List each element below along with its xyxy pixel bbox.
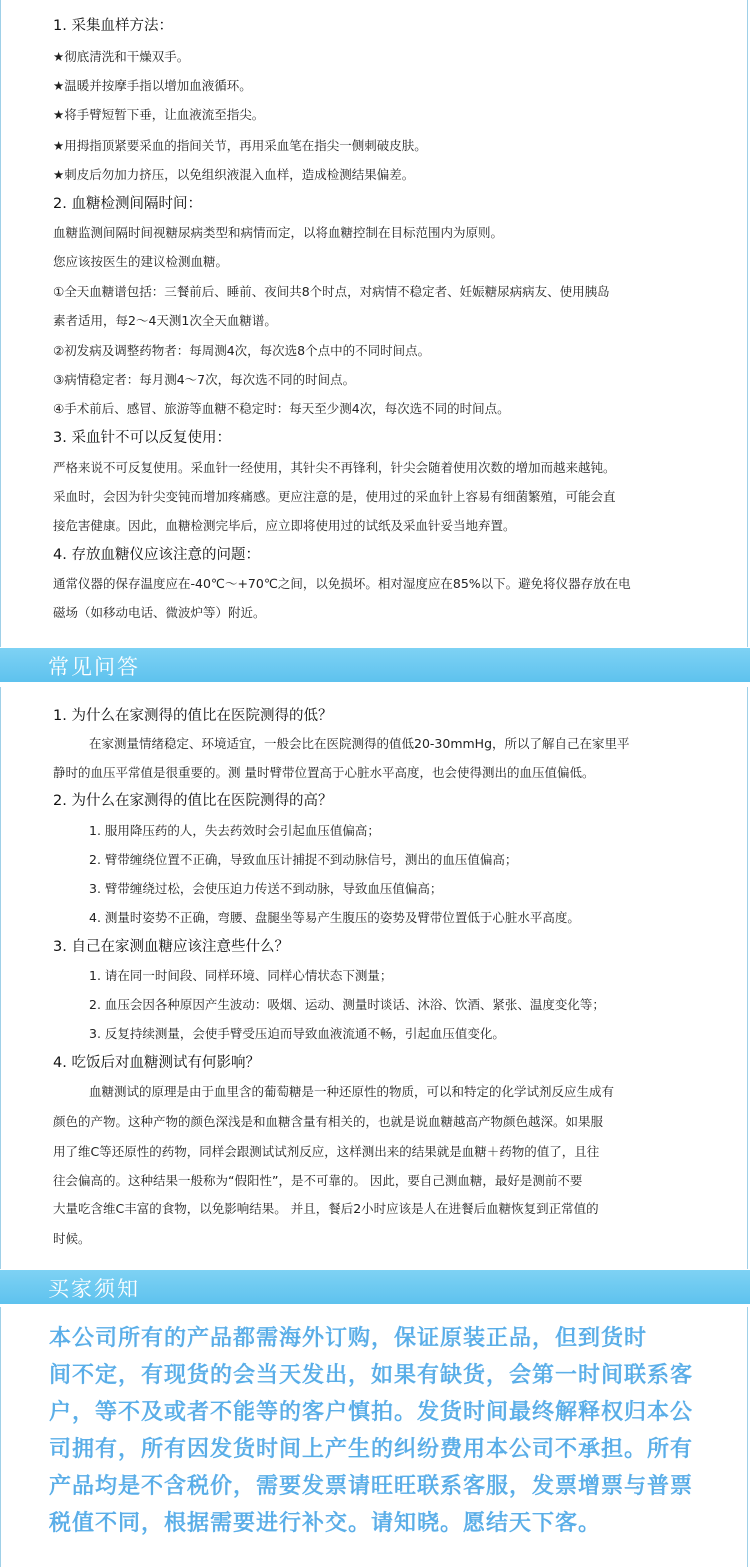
text-line: ★温暖并按摩手指以增加血液循环。	[53, 78, 252, 93]
text-line: ★刺皮后勿加力挤压，以免组织液混入血样，造成检测结果偏差。	[53, 167, 415, 182]
text-line: 您应该按医生的建议检测血糖。	[53, 254, 229, 269]
text-line: 1. 服用降压药的人，失去药效时会引起血压值偏高；	[89, 823, 380, 838]
notice-panel	[0, 1307, 748, 1567]
faq-question-1: 1. 为什么在家测得的值比在医院测得的低？	[53, 708, 333, 724]
text-line: 用了维C等还原性的药物，同样会跟测试试剂反应，这样测出来的结果就是血糖＋药物的值了，且往	[53, 1144, 600, 1159]
faq-panel	[0, 687, 748, 1269]
text-line: 2. 血压会因各种原因产生波动：吸烟、运动、测量时谈话、沐浴、饮酒、紧张、温度变化等；	[89, 997, 605, 1012]
text-line: ④手术前后、感冒、旅游等血糖不稳定时：每天至少测4次，每次选不同的时间点。	[53, 401, 510, 416]
text-line: ★用拇指顶紧要采血的指间关节，再用采血笔在指尖一侧刺破皮肤。	[53, 138, 427, 153]
notice-line: 本公司所有的产品都需海外订购，保证原装正品，但到货时	[49, 1326, 648, 1351]
text-line: 1. 请在同一时间段、同样环境、同样心情状态下测量；	[89, 968, 393, 983]
text-line: 3. 臂带缠绕过松，会使压迫力传送不到动脉，导致血压值偏高；	[89, 881, 443, 896]
text-line: 往会偏高的。这种结果一般称为“假阳性”，是不可靠的。 因此，要自己测血糖，最好是测前不要	[53, 1173, 583, 1188]
text-line: 2. 臂带缠绕位置不正确，导致血压计捕捉不到动脉信号，测出的血压值偏高；	[89, 852, 518, 867]
notice-line: 户，等不及或者不能等的客户慎拍。发货时间最终解释权归本公	[49, 1400, 694, 1425]
text-line: 时候。	[53, 1231, 91, 1246]
text-line: 4. 测量时姿势不正确，弯腰、盘腿坐等易产生腹压的姿势及臂带位置低于心脏水平高度。	[89, 910, 580, 925]
heading-lancet-reuse: 3. 采血针不可以反复使用：	[53, 430, 231, 446]
text-line: 血糖测试的原理是由于血里含的葡萄糖是一种还原性的物质，可以和特定的化学试剂反应生成有	[89, 1084, 615, 1099]
text-line: 静时的血压平常值是很重要的。测 量时臂带位置高于心脏水平高度，也会使得测出的血压值偏低。	[53, 765, 595, 780]
notice-line: 税值不同，根据需要进行补交。请知晓。愿结天下客。	[49, 1511, 602, 1536]
text-line: 严格来说不可反复使用。采血针一经使用，其针尖不再锋利，针尖会随着使用次数的增加而越来越钝。	[53, 460, 616, 475]
text-line: 采血时，会因为针尖变钝而增加疼痛感。更应注意的是，使用过的采血针上容易有细菌繁殖，可能会直	[53, 489, 616, 504]
text-line: ③病情稳定者：每月测4～7次，每次选不同的时间点。	[53, 372, 356, 387]
text-line: 颜色的产物。这种产物的颜色深浅是和血糖含量有相关的，也就是说血糖越高产物颜色越深。如果服	[53, 1114, 604, 1129]
text-line: 大量吃含维C丰富的食物，以免影响结果。 并且，餐后2小时应该是人在进餐后血糖恢复到正常值的	[53, 1201, 599, 1216]
text-line: 血糖监测间隔时间视糖尿病类型和病情而定，以将血糖控制在目标范围内为原则。	[53, 225, 504, 240]
heading-storage: 4. 存放血糖仪应该注意的问题：	[53, 547, 260, 563]
faq-title: 常见问答	[48, 655, 140, 679]
notice-title: 买家须知	[48, 1277, 140, 1301]
notice-line: 司拥有，所有因发货时间上产生的纠纷费用本公司不承担。所有	[49, 1437, 694, 1462]
notice-line: 间不定，有现货的会当天发出，如果有缺货，会第一时间联系客	[49, 1363, 694, 1388]
heading-blood-sampling: 1. 采集血样方法：	[53, 18, 173, 34]
notice-banner	[0, 1270, 750, 1304]
notice-line: 产品均是不含税价，需要发票请旺旺联系客服，发票增票与普票	[49, 1474, 694, 1499]
text-line: ②初发病及调整药物者：每周测4次，每次选8个点中的不同时间点。	[53, 343, 431, 358]
text-line: ★将手臂短暂下垂，让血液流至指尖。	[53, 107, 265, 122]
section-usage-panel	[0, 0, 748, 647]
text-line: 在家测量情绪稳定、环境适宜，一般会比在医院测得的值低20-30mmHg，所以了解自己在家里平	[89, 736, 630, 751]
text-line: ①全天血糖谱包括：三餐前后、睡前、夜间共8个时点，对病情不稳定者、妊娠糖尿病病友、使用胰岛	[53, 284, 610, 299]
faq-question-2: 2. 为什么在家测得的值比在医院测得的高？	[53, 793, 333, 809]
faq-question-4: 4. 吃饭后对血糖测试有何影响？	[53, 1055, 260, 1071]
text-line: 素者适用，每2～4天测1次全天血糖谱。	[53, 313, 277, 328]
faq-question-3: 3. 自己在家测血糖应该注意些什么？	[53, 939, 289, 955]
text-line: 磁场（如移动电话、微波炉等）附近。	[53, 605, 266, 620]
text-line: 通常仪器的保存温度应在-40℃～+70℃之间，以免损坏。相对湿度应在85%以下。避免将仪器存放在电	[53, 576, 631, 591]
heading-test-interval: 2. 血糖检测间隔时间：	[53, 196, 202, 212]
faq-banner	[0, 648, 750, 682]
text-line: 3. 反复持续测量，会使手臂受压迫而导致血液流通不畅，引起血压值变化。	[89, 1026, 505, 1041]
text-line: ★彻底清洗和干燥双手。	[53, 49, 190, 64]
text-line: 接危害健康。因此，血糖检测完毕后，应立即将使用过的试纸及采血针妥当地弃置。	[53, 518, 516, 533]
